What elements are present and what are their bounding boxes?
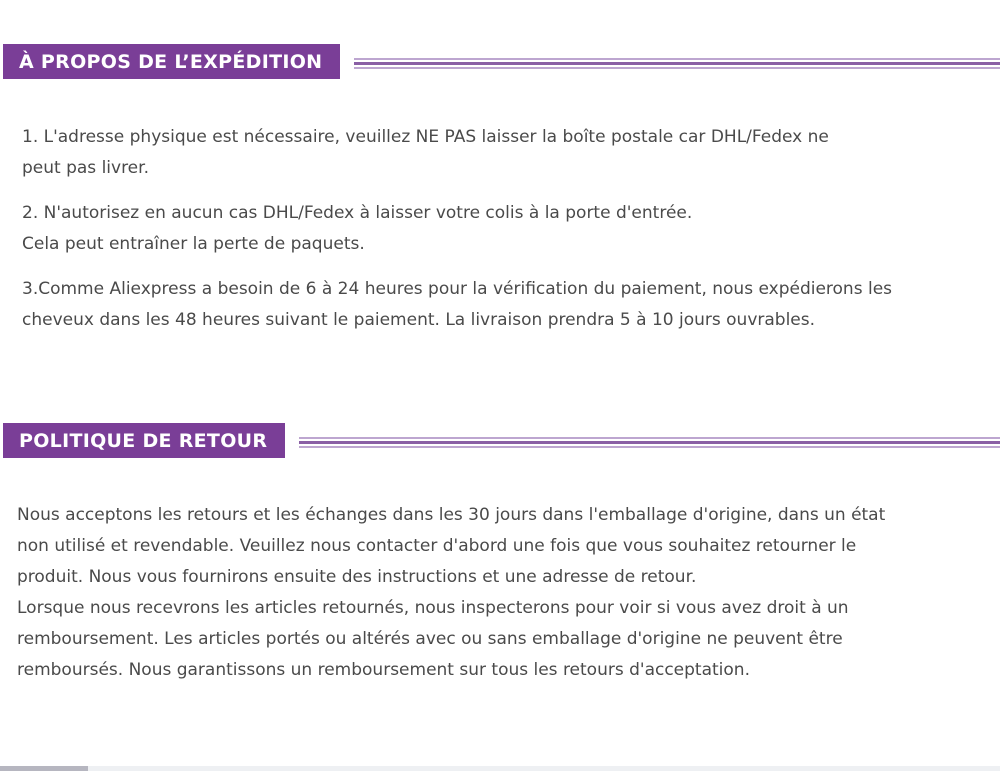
triple-line-divider [354,58,1000,69]
shipping-title-banner [3,44,340,79]
text-line: Cela peut entraîner la perte de paquets. [22,234,365,254]
text-line: Nous acceptons les retours et les échanges dans les 30 jours dans l'emballage d'origine, dans un état [17,505,886,525]
returns-paragraph [17,500,1000,686]
returns-title-banner [3,423,285,458]
text-line: 3.Comme Aliexpress a besoin de 6 à 24 heures pour la vérification du paiement, nous expédierons les [22,279,893,299]
horizontal-scrollbar-thumb[interactable] [0,766,88,771]
divider-outer-line [354,67,1000,69]
text-line: 1. L'adresse physique est nécessaire, veuillez NE PAS laisser la boîte postale car DHL/Fedex ne [22,127,829,147]
text-line: produit. Nous vous fournirons ensuite des instructions et une adresse de retour. [17,567,697,587]
text-line: 2. N'autorisez en aucun cas DHL/Fedex à laisser votre colis à la porte d'entrée. [22,203,693,223]
triple-line-divider [299,437,1000,448]
text-line: remboursement. Les articles portés ou altérés avec ou sans emballage d'origine ne peuvent être [17,629,843,649]
text-line: Lorsque nous recevrons les articles retournés, nous inspecterons pour voir si vous avez droit à un [17,598,849,618]
returns-section-header [3,423,1000,458]
text-line: remboursés. Nous garantissons un remboursement sur tous les retours d'acceptation. [17,660,750,680]
text-line: peut pas livrer. [22,158,149,178]
shipping-paragraph-1 [22,122,1000,184]
shipping-paragraph-3 [22,274,1000,336]
returns-title: POLITIQUE DE RETOUR [19,430,268,452]
divider-outer-line [299,446,1000,448]
text-line: non utilisé et revendable. Veuillez nous contacter d'abord une fois que vous souhaitez retourner le [17,536,857,556]
text-line: cheveux dans les 48 heures suivant le paiement. La livraison prendra 5 à 10 jours ouvrables. [22,310,816,330]
shipping-section-header [3,44,1000,79]
shipping-text-block [0,122,1000,336]
horizontal-scrollbar-track[interactable] [0,766,1000,771]
shipping-title: À PROPOS DE L’EXPÉDITION [19,51,323,73]
returns-text-block [0,500,1000,686]
shipping-paragraph-2 [22,198,1000,260]
